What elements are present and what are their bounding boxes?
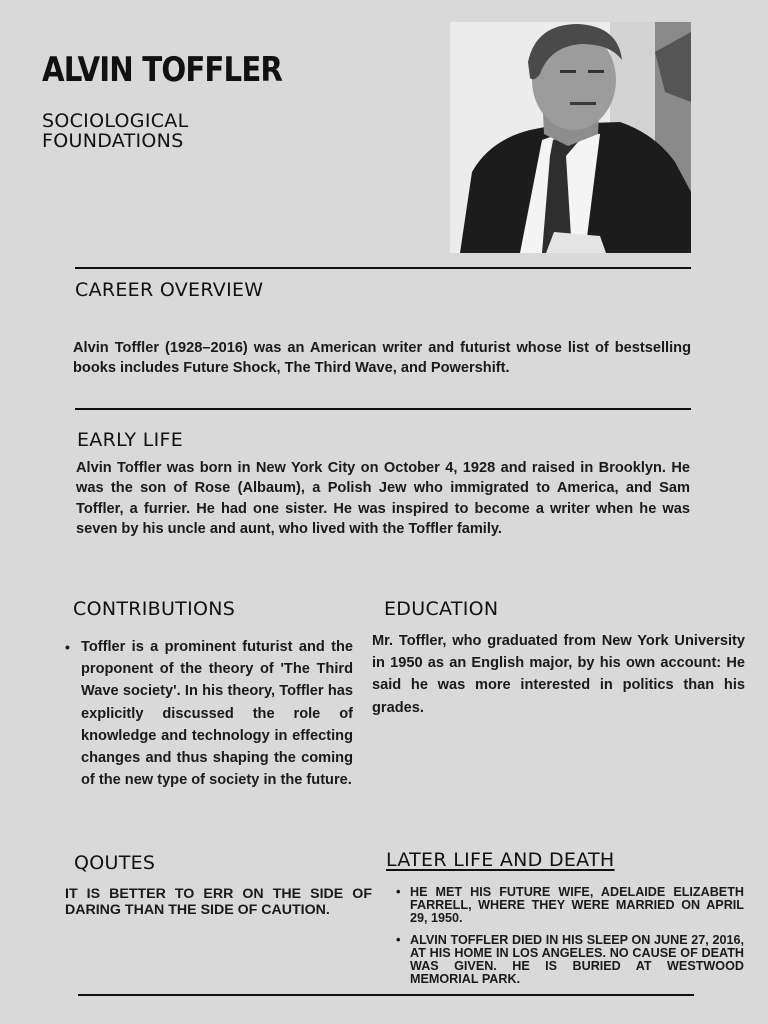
education-text: Mr. Toffler, who graduated from New York University in 1950 as an English major, by his own account: He said he was more interested in politics than his grades. [372, 633, 745, 716]
early-life-heading: EARLY LIFE [77, 429, 184, 451]
contributions-list [71, 636, 353, 791]
list-item: • ALVIN TOFFLER DIED IN HIS SLEEP ON JUNE 27, 2016, AT HIS HOME IN LOS ANGELES. NO CAUSE OF DEATH WAS GIVEN. HE IS BURIED AT WESTWOOD MEMORIAL PARK. [396, 934, 744, 985]
education-heading: EDUCATION [384, 598, 499, 620]
career-overview-text: Alvin Toffler (1928–2016) was an American writer and futurist whose list of bestselling books includes Future Shock, The Third Wave, and Powershift. [73, 340, 691, 377]
later-life-list [396, 886, 744, 996]
early-life-text: Alvin Toffler was born in New York City on October 4, 1928 and raised in Brooklyn. He was the son of Rose (Albaum), a Polish Jew who immigrated to America, and Sam Toffler, a furrier. He had one sister. He was inspired to become a writer when he was seven by his uncle and aunt, who lived with the Toffler family. [76, 460, 690, 538]
list-item: • HE MET HIS FUTURE WIFE, ADELAIDE ELIZABETH FARRELL, WHERE THEY WERE MARRIED ON APRIL 29, 1950. [396, 886, 744, 924]
list-item: • Toffler is a prominent futurist and the proponent of the theory of 'The Third Wave society'. In his theory, Toffler has explicitly discussed the role of knowledge and technology in effecting changes and thus shaping the coming of the new type of society in the future. [71, 636, 353, 791]
page-title: ALVIN TOFFLER [42, 50, 283, 90]
quote-text: IT IS BETTER TO ERR ON THE SIDE OF DARING THAN THE SIDE OF CAUTION. [65, 886, 372, 918]
career-overview-heading: CAREER OVERVIEW [75, 279, 264, 301]
divider-bottom [78, 994, 694, 996]
later-life-heading: LATER LIFE AND DEATH [386, 849, 615, 871]
divider-middle [75, 408, 691, 410]
page-subtitle: SOCIOLOGICAL FOUNDATIONS [42, 110, 189, 152]
portrait-photo [450, 22, 691, 253]
divider-top [75, 267, 691, 269]
quotes-heading: QOUTES [74, 852, 156, 874]
contributions-heading: CONTRIBUTIONS [73, 598, 236, 620]
